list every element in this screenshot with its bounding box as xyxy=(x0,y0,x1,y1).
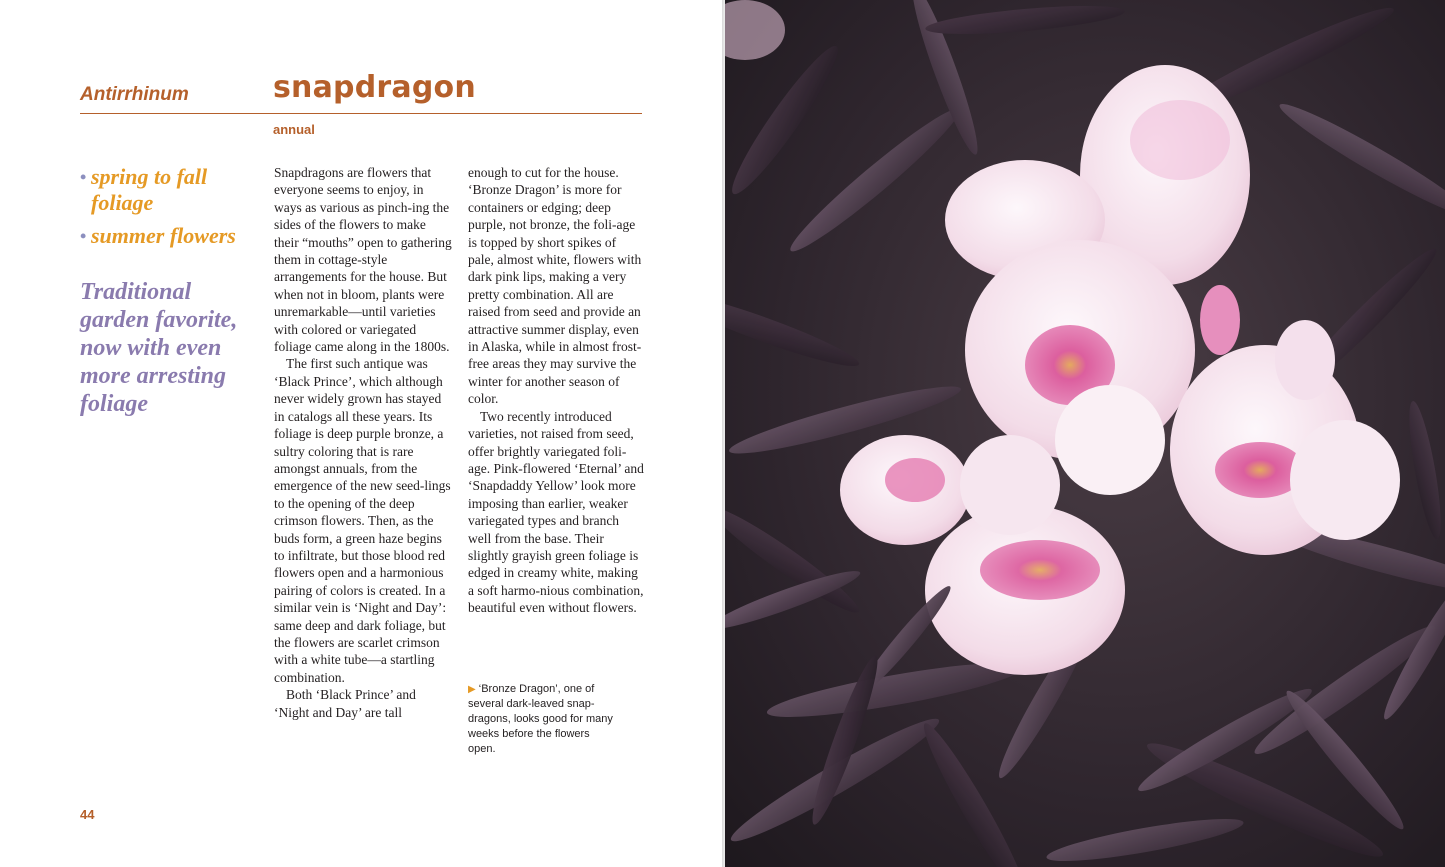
feature-label: summer flowers xyxy=(91,223,236,248)
page-number: 44 xyxy=(80,807,95,822)
body-paragraph: The first such antique was ‘Black Prince’, which although never widely grown has stayed in catalogs all these years. Its foliage is deep purple bronze, a sultry coloring that is rare amongst annuals, from the emergence of the new seed-lings to the opening of the deep crimson flowers. Then, as the buds form, a green haze begins to infiltrate, but those blood red flowers open and a harmonious pairing of colors is created. In a similar vein is ‘Night and Day’: same deep and dark foliage, but the flowers are scarlet crimson with a white tube—a startling combination. xyxy=(274,356,451,685)
features-list xyxy=(80,164,255,256)
left-page xyxy=(0,0,722,867)
body-paragraph: Both ‘Black Prince’ and ‘Night and Day’ are tall xyxy=(274,687,416,720)
latin-name: Antirrhinum xyxy=(80,84,189,105)
body-column-2 xyxy=(468,164,644,617)
feature-item xyxy=(80,223,255,249)
tagline: Traditional garden favorite, now with even more arresting foliage xyxy=(80,279,238,417)
common-name-title: snapdragon xyxy=(273,70,476,105)
feature-item xyxy=(80,164,255,216)
body-paragraph: Two recently introduced varieties, not raised from seed, offer brightly variegated foli-age. Pink-flowered ‘Eternal’ and ‘Snapdaddy Yellow’ look more imposing than earlier, weaker variegated types and branch well from the base. Their slightly grayish green foliage is edged in creamy white, making a soft harmo-nious combination, beautiful even without flowers. xyxy=(468,408,644,616)
caption-arrow-icon: ▶ xyxy=(468,684,476,695)
snapdragon-photo xyxy=(725,0,1445,867)
snapdragon-photo-image xyxy=(725,0,1445,867)
body-column-1 xyxy=(274,164,452,721)
caption-text: ‘Bronze Dragon’, one of several dark-leaved snap-dragons, looks good for many weeks before the flowers open. xyxy=(468,683,613,755)
title-rule xyxy=(80,113,642,114)
feature-label: spring to fall foliage xyxy=(91,164,208,215)
plant-type: annual xyxy=(273,122,315,137)
bullet-icon: • xyxy=(80,167,87,187)
photo-caption xyxy=(468,682,618,757)
body-paragraph: enough to cut for the house. ‘Bronze Dragon’ is more for containers or edging; deep purple, not bronze, the foli-age is topped by short spikes of pale, almost white, flowers with dark pink lips, making a very pretty combination. All are raised from seed and provide an attractive summer display, even in Alaska, while in almost frost-free areas they may survive the winter for another season of color. xyxy=(468,165,642,407)
body-paragraph: Snapdragons are flowers that everyone seems to enjoy, in ways as various as pinch-ing the sides of the flowers to make their “mouths” open to gathering them in cottage-style arrangements for the house. But when not in bloom, plants were unremarkable—until varieties with colored or variegated foliage came along in the 1800s. xyxy=(274,165,452,355)
bullet-icon: • xyxy=(80,226,87,246)
